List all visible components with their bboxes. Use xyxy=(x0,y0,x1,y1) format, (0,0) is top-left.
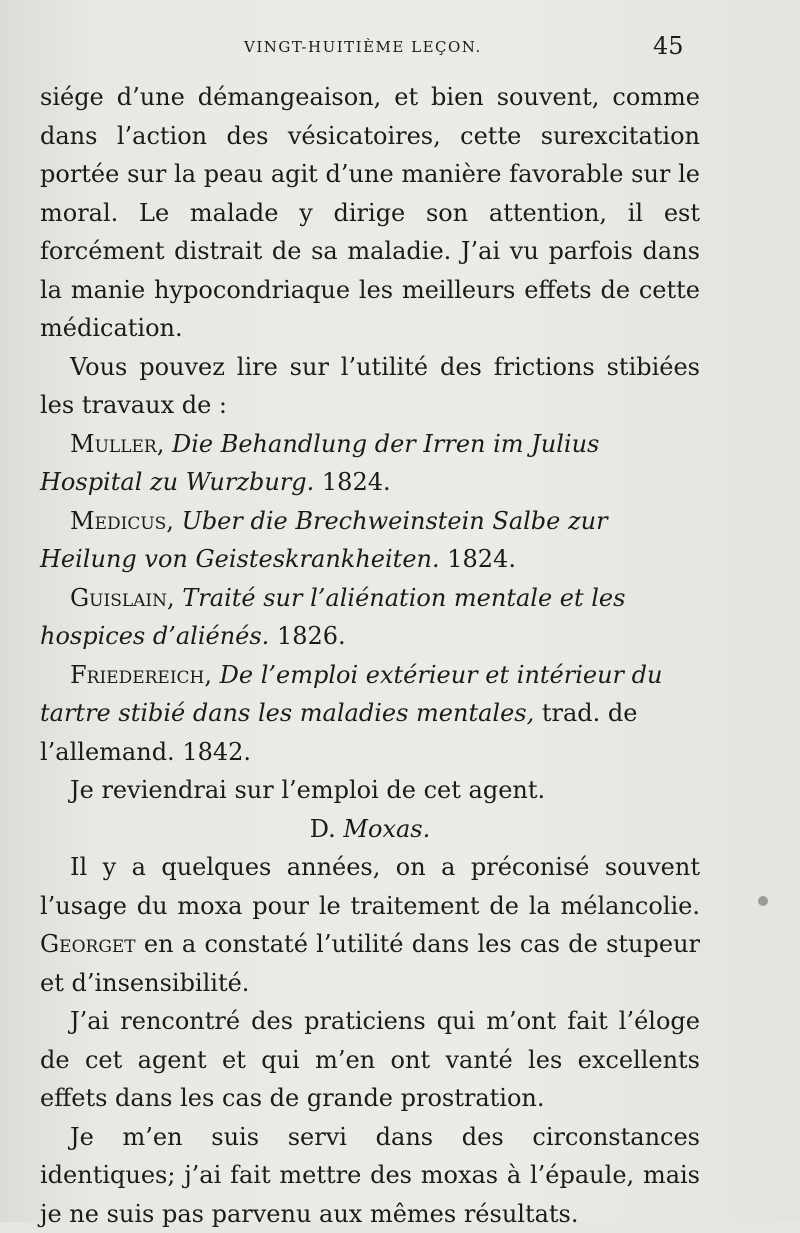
section-label: D. xyxy=(310,815,336,843)
reference-title: Traité sur l’aliénation mentale et les hospices d’aliénés. xyxy=(40,584,625,651)
reference-year: 1826. xyxy=(269,622,345,650)
page-header xyxy=(0,32,800,62)
section-title: Moxas. xyxy=(343,815,430,843)
reference-1 xyxy=(40,425,700,502)
reference-3 xyxy=(40,579,700,656)
reference-author: Guislain, xyxy=(70,584,175,612)
paragraph-4-text-end: en a constaté l’utilité dans les cas de stupeur et d’insensibilité. xyxy=(40,930,700,997)
running-head: VINGT-HUITIÈME LEÇON. xyxy=(244,38,482,56)
page-number: 45 xyxy=(653,32,684,60)
paragraph-3: Je reviendrai sur l’emploi de cet agent. xyxy=(40,771,700,810)
paragraph-2: Vous pouvez lire sur l’utilité des frictions stibiées les travaux de : xyxy=(40,348,700,425)
reference-title: Uber die Brechweinstein Salbe zur Heilung von Geisteskrankheiten. xyxy=(40,507,608,574)
author-name: Georget xyxy=(40,930,136,958)
reference-4 xyxy=(40,656,700,772)
reference-2 xyxy=(40,502,700,579)
paragraph-4 xyxy=(40,848,700,1002)
section-heading xyxy=(40,810,700,849)
body-text xyxy=(40,78,700,1233)
reference-year: 1824. xyxy=(314,468,390,496)
paragraph-1: siége d’une démangeaison, et bien souvent, comme dans l’action des vésicatoires, cette surexcitation portée sur la peau agit d’une manière favorable sur le moral. Le malade y dirige son attention, il est forcément distrait de sa maladie. J’ai vu parfois dans la manie hypocondriaque les meilleurs effets de cette médication. xyxy=(40,78,700,348)
paragraph-6: Je m’en suis servi dans des circonstances identiques; j’ai fait mettre des moxas à l’épaule, mais je ne suis pas parvenu aux mêmes résultats. xyxy=(40,1118,700,1233)
paragraph-4-text: Il y a quelques années, on a préconisé souvent l’usage du moxa pour le traitement de la mélancolie. xyxy=(40,853,700,920)
reference-title: De l’emploi extérieur et intérieur du tartre stibié dans les maladies mentales, xyxy=(40,661,662,728)
reference-author: Medicus, xyxy=(70,507,174,535)
paragraph-5: J’ai rencontré des praticiens qui m’ont fait l’éloge de cet agent et qui m’en ont vanté les excellents effets dans les cas de grande prostration. xyxy=(40,1002,700,1118)
reference-author: Muller, xyxy=(70,430,164,458)
reference-title: Die Behandlung der Irren im Julius Hospital zu Wurzburg. xyxy=(40,430,599,497)
reference-author: Friedereich, xyxy=(70,661,212,689)
reference-year: trad. de l’allemand. 1842. xyxy=(40,699,637,766)
ink-spot xyxy=(758,896,768,906)
reference-year: 1824. xyxy=(440,545,516,573)
